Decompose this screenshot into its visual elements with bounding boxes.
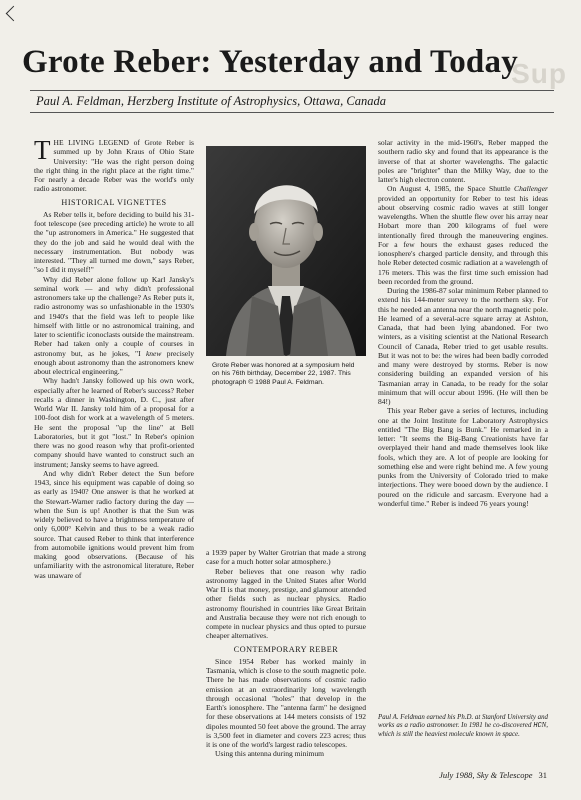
title-rule bbox=[30, 90, 554, 91]
portrait-illustration bbox=[206, 146, 366, 356]
portrait-photo bbox=[206, 146, 366, 356]
article-title: Grote Reber: Yesterday and Today bbox=[22, 44, 518, 80]
paragraph-text: precisely enough about astronomy than the astronomers knew about electrical engineering." bbox=[34, 348, 194, 376]
bleed-through-text: Sup bbox=[511, 58, 567, 89]
paragraph: During the 1986-87 solar minimum Reber planned to extend his 144-meter survey to the northern sky. For this he needed an antenna near the north magnetic pole. He learned of a several-acre square array at Ashton, Canada, that had been lying abandoned. For two winters, as a visiting scientist at the National Research Council of Canada, Reber tried to get usable results. But it was not to be: the wires had been badly corroded and many were destroyed by storms. Reber is now considering building an expanded version of his Tasmanian array in Canada, to be ready for the solar minimum that will occur about 1996. (He will then be 84!) bbox=[378, 286, 548, 406]
article-byline: Paul A. Feldman, Herzberg Institute of Astrophysics, Ottawa, Canada bbox=[36, 94, 386, 108]
section-heading: HISTORICAL VIGNETTES bbox=[61, 197, 167, 207]
photo-caption: Grote Reber was honored at a symposium held on his 76th birthday, December 22, 1987. This photograph © 1988 Paul A. Feldman. bbox=[212, 362, 355, 386]
page-footer bbox=[439, 770, 547, 780]
section-heading: CONTEMPORARY REBER bbox=[233, 644, 339, 654]
emphasis: Challenger bbox=[514, 184, 548, 194]
paragraph-text: of Grote Reber is summed up by John Kraus of Ohio State University: "He was the right person doing the right thing in the right place at the right time." For nearly a decade Reber was the world's only radio astronomer. bbox=[34, 138, 194, 194]
paragraph: Why hadn't Jansky followed up his own work, especially after he learned of Reber's success? Reber recalls a dinner in Washington, D. C., just after World War II. Jansky told him of a proposal for a 100-foot dish for work at a wavelength of 5 meters. He sent the proposal "up the line" at Bell Laboratories, but it got "lost." In Reber's opinion there was no good reason why that profit-oriented company should have wanted to construct such an instrument; Jansky seems to have agreed. bbox=[34, 376, 194, 469]
paragraph: solar activity in the mid-1960's, Reber mapped the southern radio sky and found that its appearance is the inverse of that at shorter wavelengths. The galactic poles are "brighter" than the Milky Way, due to the latter's high electron content. bbox=[378, 138, 548, 184]
paragraph bbox=[378, 184, 548, 286]
bio-text: N, which is still the heaviest molecule known in space. bbox=[378, 722, 548, 738]
intro-paragraph bbox=[34, 138, 194, 194]
emphasis: knew bbox=[145, 348, 162, 358]
paragraph: And why didn't Reber detect the Sun before 1943, since his equipment was capable of doing so as early as 1940? One answer is that he worked at the Stewart-Warner radio factory during the day — when the Sun is up! Another is that the Sun was widely believed to have a brightness temperature of only 6,000° Kelvin and thus to be a weak radio source. That caused Reber to think that interference from automobile ignitions would prevent him from making good observations. (Because of his unfamiliarity with the astronomical literature, Reber was unaware of bbox=[34, 468, 194, 580]
paragraph: Reber believes that one reason why radio astronomy lagged in the United States after World War II is that money, prestige, and glamour attended other fields such as nuclear physics. Radio astronomy flourished in countries like Great Britain and Australia because they were not rich enough to compete in nuclear physics and thus opted to pursue cheaper alternatives. bbox=[206, 566, 366, 641]
issue-line: July 1988, Sky & Telescope bbox=[439, 770, 533, 780]
paragraph: Since 1954 Reber has worked mainly in Tasmania, which is close to the south magnetic pole. There he has made observations of cosmic radio emission at an extraordinarily long wavelength through occasional "holes" that develop in the Earth's ionosphere. The "antenna farm" he designed for these observations at 144 meters consists of 192 dipoles mounted 50 feet above the ground. The array is 3,500 feet in diameter and covers 223 acres; thus it is one of the world's largest radio telescopes. bbox=[206, 656, 366, 749]
page-number: 31 bbox=[538, 770, 547, 780]
lead-in: HE LIVING LEGEND bbox=[53, 138, 129, 147]
paragraph-text: On August 4, 1985, the Space Shuttle bbox=[387, 184, 515, 194]
paragraph bbox=[34, 275, 194, 377]
paragraph: As Reber tells it, before deciding to build his 31-foot telescope (see preceding article) he wrote to all the "up astronomers in America." He suggested that they do the job and said he would deal with the necessary instrumentation. But nobody was interested. "They all turned me down," says Reber, "so I did it myself!" bbox=[34, 209, 194, 275]
paragraph: Using this antenna during minimum bbox=[215, 749, 325, 759]
paragraph: This year Reber gave a series of lectures, including one at the Joint Institute for Laboratory Astrophysics entitled "The Big Bang is Bunk." He remarked in a letter: "It seems the Big-Bang Creationists have far overplayed their hand and made themselves look like fools, which they are. A lot of people are looking for something else and were right behind me. A few young punks from the University of Colorado tried to make interjections. They were booed down by the audience. I poured on the ridicule and sarcasm. Everyone had a wonderful time." Reber is indeed 76 years young! bbox=[378, 406, 548, 508]
article-column-3 bbox=[378, 138, 548, 703]
article-column-2 bbox=[206, 548, 366, 783]
drop-cap: T bbox=[34, 138, 51, 165]
author-bio bbox=[378, 714, 548, 739]
byline-rule bbox=[30, 112, 554, 113]
paragraph-text: provided an opportunity for Reber to test his ideas about observing cosmic radio waves at still longer wavelengths. When the shuttle flew over his array near Hobart more than 200 kilograms of fuel were intentionally fired through the maneuvering engines. For a few hours the exhaust gases reduced the ionosphere's charged particle density, and through this hole Reber detected cosmic radiation at a wavelength of 176 meters. This was the first time such emission had been recorded from the ground. bbox=[378, 193, 548, 286]
corner-fold-mark bbox=[6, 6, 22, 22]
paragraph: a 1939 paper by Walter Grotrian that made a strong case for a much hotter solar atmosphere.) bbox=[206, 548, 366, 567]
paragraph-text: Why did Reber alone follow up Karl Jansky's seminal work — and why didn't professional astronomers take up the challenge? As Reber puts it, radio astronomy was so unfashionable in the 1930's and 1940's that the field was left to people like himself with little or no astronomical training, and later to scientific iconoclasts outside the mainstream. Reber had taken only a couple of courses in astronomy but, as he jokes, "I bbox=[34, 274, 194, 358]
chemical-formula: HC bbox=[533, 722, 542, 731]
article-column-1 bbox=[34, 138, 194, 783]
bio-text: Paul A. Feldman earned his Ph.D. at Stanford University and works as a radio astronomer. In 1981 he co-discovered bbox=[378, 714, 548, 730]
